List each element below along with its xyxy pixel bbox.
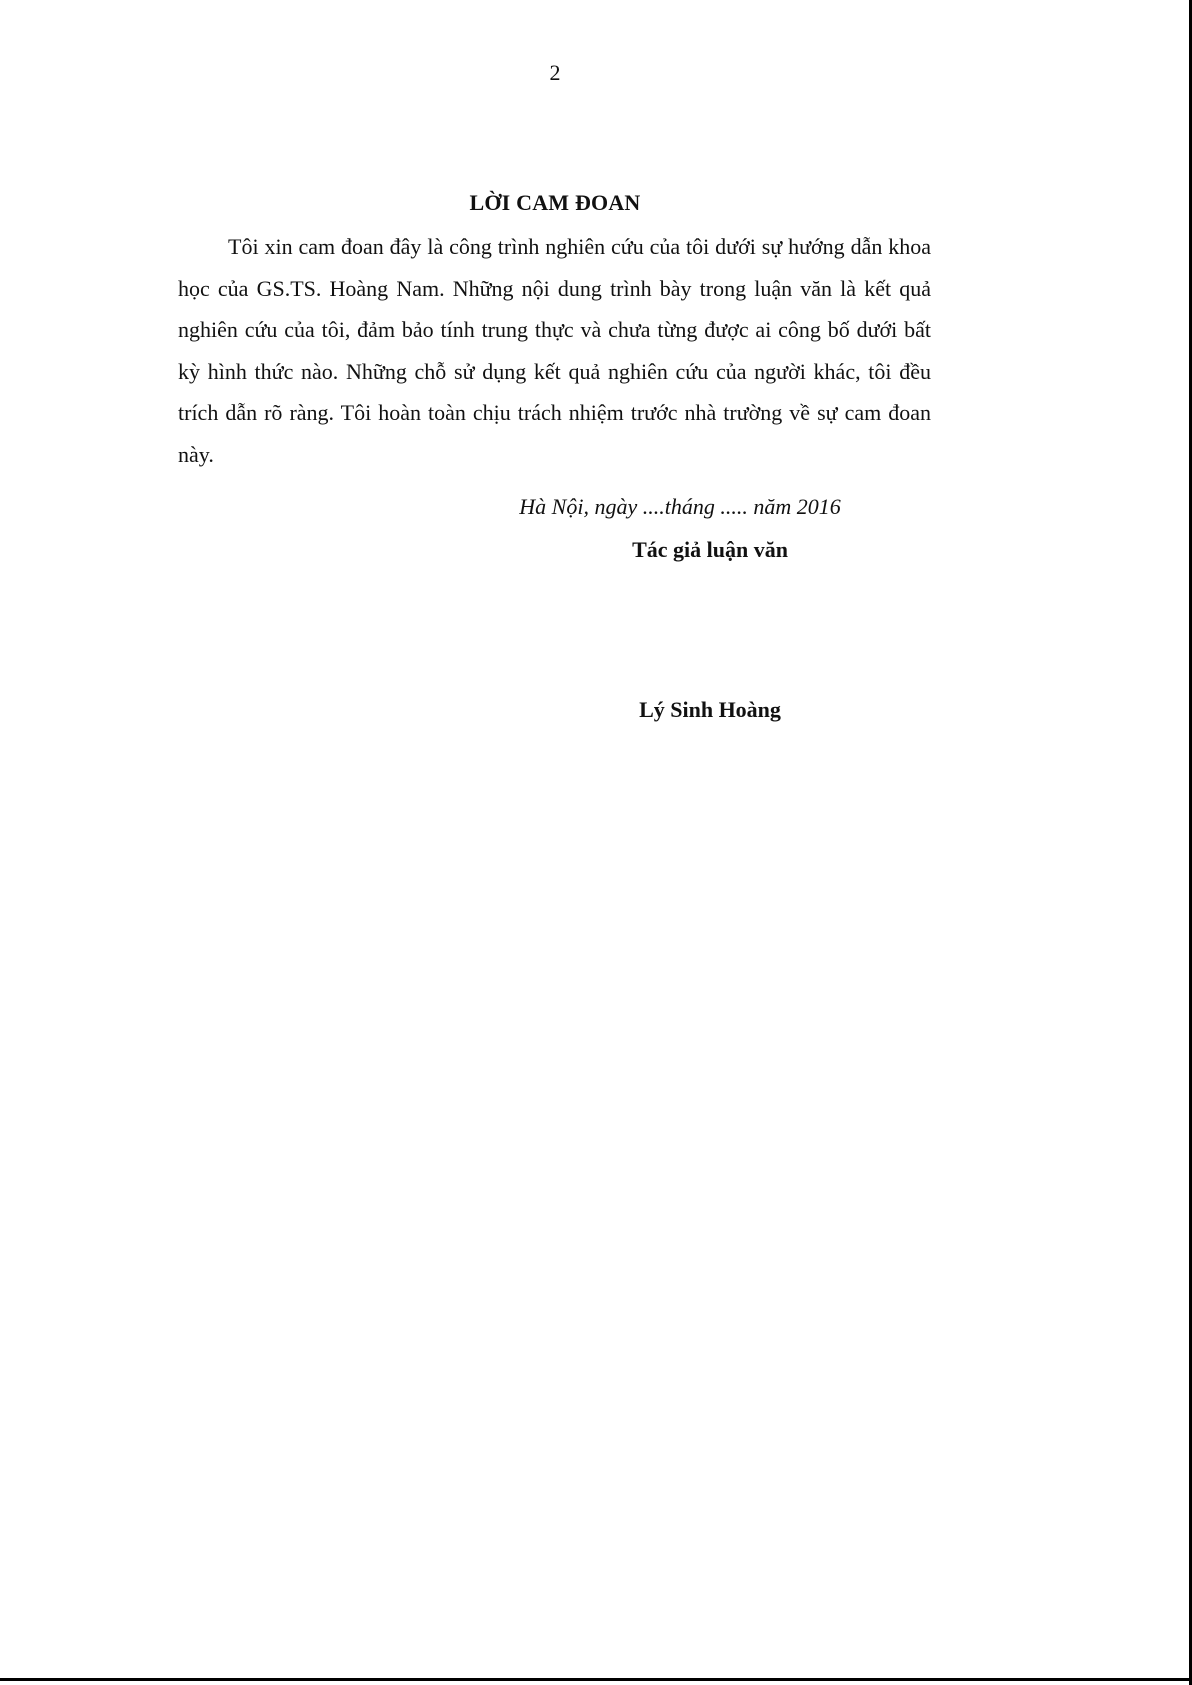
page-number: 2 xyxy=(549,60,561,85)
date-line: Hà Nội, ngày ....tháng ..... năm 2016 xyxy=(519,494,841,519)
author-role: Tác giả luận văn xyxy=(632,537,788,562)
author-name: Lý Sinh Hoàng xyxy=(639,697,781,722)
declaration-paragraph: Tôi xin cam đoan đây là công trình nghiên cứu của tôi dưới sự hướng dẫn khoa học của GS.TS. Hoàng Nam. Những nội dung trình bày trong luận văn là kết quả nghiên cứu của tôi, đảm bảo tính trung thực và chưa từng được ai công bố dưới bất kỳ hình thức nào. Những chỗ sử dụng kết quả nghiên cứu của người khác, tôi đều trích dẫn rõ ràng. Tôi hoàn toàn chịu trách nhiệm trước nhà trường về sự cam đoan này. xyxy=(178,234,931,467)
bottom-border xyxy=(0,1678,1192,1681)
page-title: LỜI CAM ĐOAN xyxy=(469,190,641,215)
